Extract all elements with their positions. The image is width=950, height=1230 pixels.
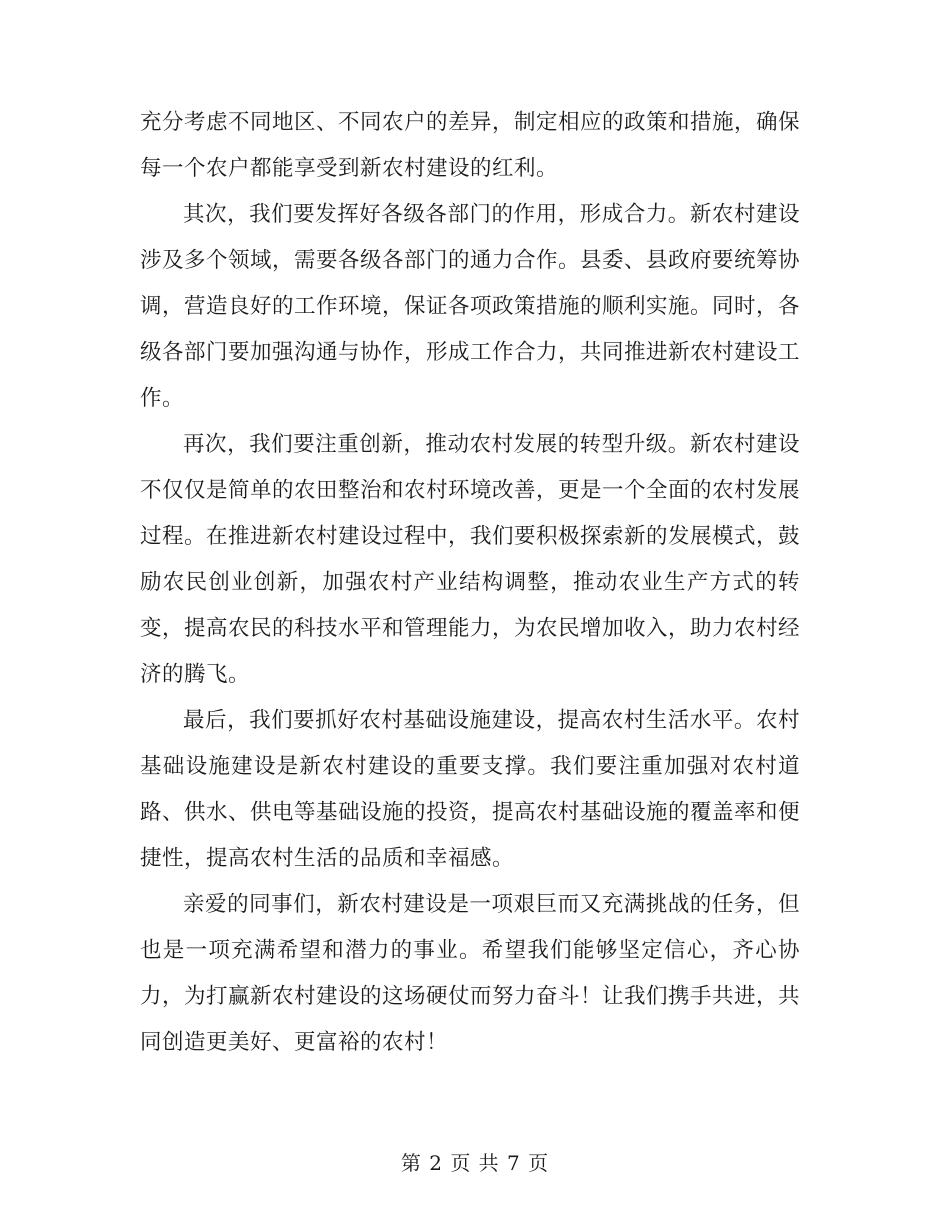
document-body [140, 100, 800, 1066]
paragraph-2: 其次，我们要发挥好各级各部门的作用，形成合力。新农村建设涉及多个领域，需要各级各部门的通力合作。县委、县政府要统筹协调，营造良好的工作环境，保证各项政策措施的顺利实施。同时，各级各部门要加强沟通与协作，形成工作合力，共同推进新农村建设工作。 [140, 202, 801, 411]
paragraph-4: 最后，我们要抓好农村基础设施建设，提高农村生活水平。农村基础设施建设是新农村建设的重要支撑。我们要注重加强对农村道路、供水、供电等基础设施的投资，提高农村基础设施的覆盖率和便捷性，提高农村生活的品质和幸福感。 [140, 708, 801, 871]
paragraph-1: 充分考虑不同地区、不同农户的差异，制定相应的政策和措施，确保每一个农户都能享受到新农村建设的红利。 [140, 110, 801, 181]
paragraph-3: 再次，我们要注重创新，推动农村发展的转型升级。新农村建设不仅仅是简单的农田整治和农村环境改善，更是一个全面的农村发展过程。在推进新农村建设过程中，我们要积极探索新的发展模式，鼓励农民创业创新，加强农村产业结构调整，推动农业生产方式的转变，提高农民的科技水平和管理能力，为农民增加收入，助力农村经济的腾飞。 [140, 432, 801, 687]
paragraph-5: 亲爱的同事们，新农村建设是一项艰巨而又充满挑战的任务，但也是一项充满希望和潜力的事业。希望我们能够坚定信心，齐心协力，为打赢新农村建设的这场硬仗而努力奋斗！让我们携手共进，共同创造更美好、更富裕的农村！ [140, 892, 801, 1055]
page-number-footer: 第 2 页 共 7 页 [400, 1151, 550, 1175]
